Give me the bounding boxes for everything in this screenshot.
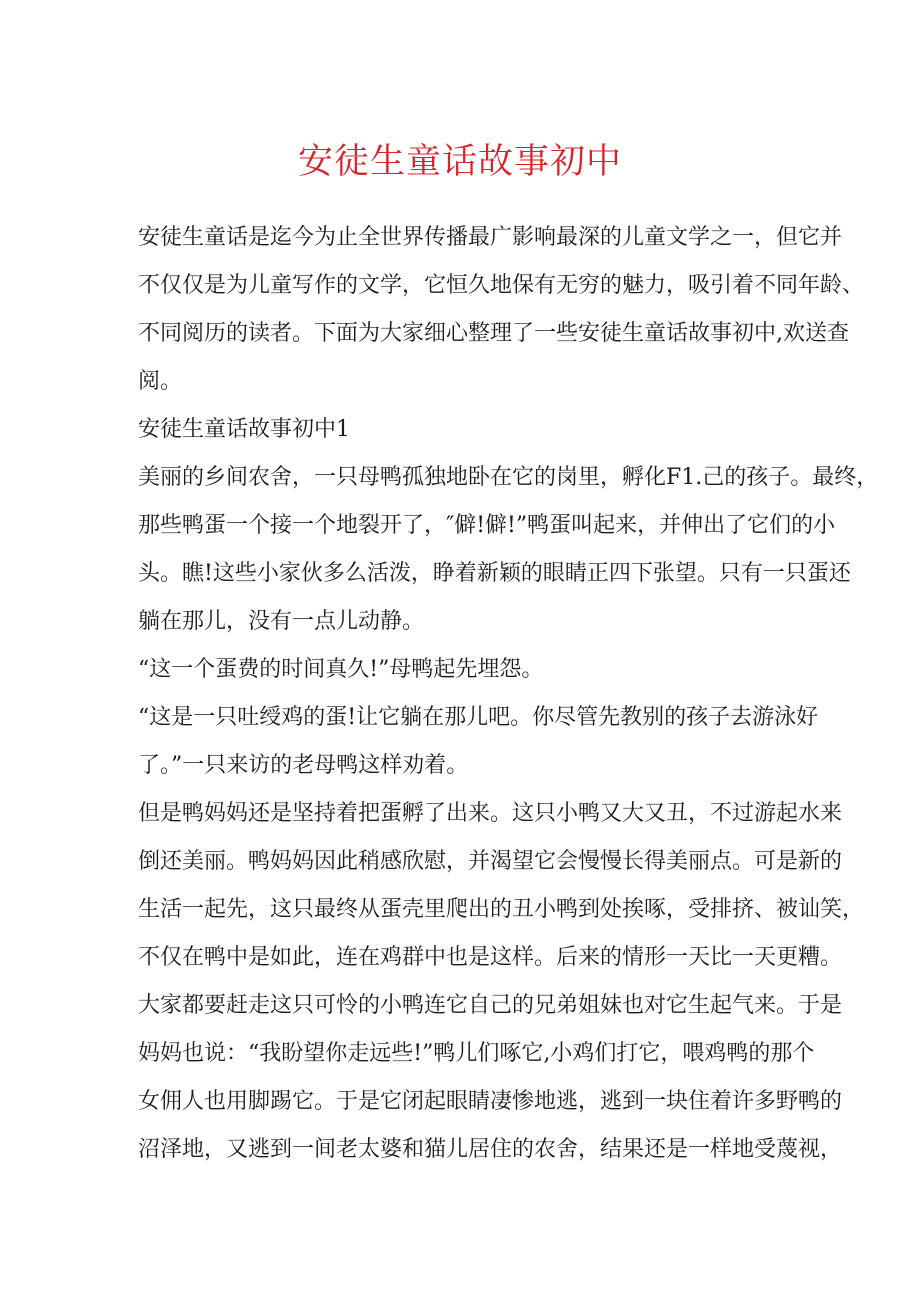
page-title: 安徒生童话故事初中	[297, 142, 622, 182]
paragraph-line: 大家都要赶走这只可怜的小鸭连它自己的兄弟姐妹也对它生起气来。于是	[138, 993, 843, 1018]
paragraph-line: 头。瞧!这些小家伙多么活泼，睁着新颖的眼睛正四下张望。只有一只蛋还	[138, 561, 851, 586]
section-heading: 安徒生童话故事初中1	[138, 417, 350, 442]
paragraph-line: 妈妈也说：“我盼望你走远些!”鸭儿们啄它,小鸡们打它，喂鸡鸭的那个	[138, 1041, 815, 1066]
paragraph-line: “这是一只吐绶鸡的蛋!让它躺在那儿吧。你尽管先教别的孩子去游泳好	[138, 705, 819, 730]
paragraph-line: “这一个蛋费的时间真久!”母鸭起先埋怨。	[138, 657, 544, 682]
paragraph-line: 阅。	[138, 369, 183, 394]
paragraph-line: 了。”一只来访的老母鸭这样劝着。	[138, 753, 469, 778]
paragraph-line: 沼泽地，又逃到一间老太婆和猫儿居住的农舍，结果还是一样地受蔑视，	[138, 1137, 843, 1162]
paragraph-line: 但是鸭妈妈还是坚持着把蛋孵了出来。这只小鸭又大又丑，不过游起水来	[138, 801, 843, 826]
paragraph-line: 不仅仅是为儿童写作的文学，它恒久地保有无穷的魅力，吸引着不同年龄、	[138, 273, 865, 298]
paragraph-line: 躺在那儿，没有一点儿动静。	[138, 609, 425, 634]
paragraph-line: 不同阅历的读者。下面为大家细心整理了一些安徒生童话故事初中,欢送查	[138, 321, 849, 346]
paragraph-line: 美丽的乡间农舍，一只母鸭孤独地卧在它的岗里，孵化F1.己的孩子。最终，	[138, 465, 879, 490]
paragraph-line: 安徒生童话是迄今为止全世界传播最广影响最深的儿童文学之一，但它并	[138, 225, 843, 250]
paragraph-line: 倒还美丽。鸭妈妈因此稍感欣慰，并渴望它会慢慢长得美丽点。可是新的	[138, 849, 843, 874]
paragraph-line: 女佣人也用脚踢它。于是它闭起眼睛凄惨地逃，逃到一块住着许多野鸭的	[138, 1089, 843, 1114]
paragraph-line: 那些鸭蛋一个接一个地裂开了，″僻!僻!”鸭蛋叫起来，并伸出了它们的小	[138, 513, 836, 538]
paragraph-line: 不仅在鸭中是如此，连在鸡群中也是这样。后来的情形一天比一天更糟。	[138, 945, 843, 970]
paragraph-line: 生活一起先，这只最终从蛋壳里爬出的丑小鸭到处挨啄，受排挤、被讪笑，	[138, 897, 865, 922]
